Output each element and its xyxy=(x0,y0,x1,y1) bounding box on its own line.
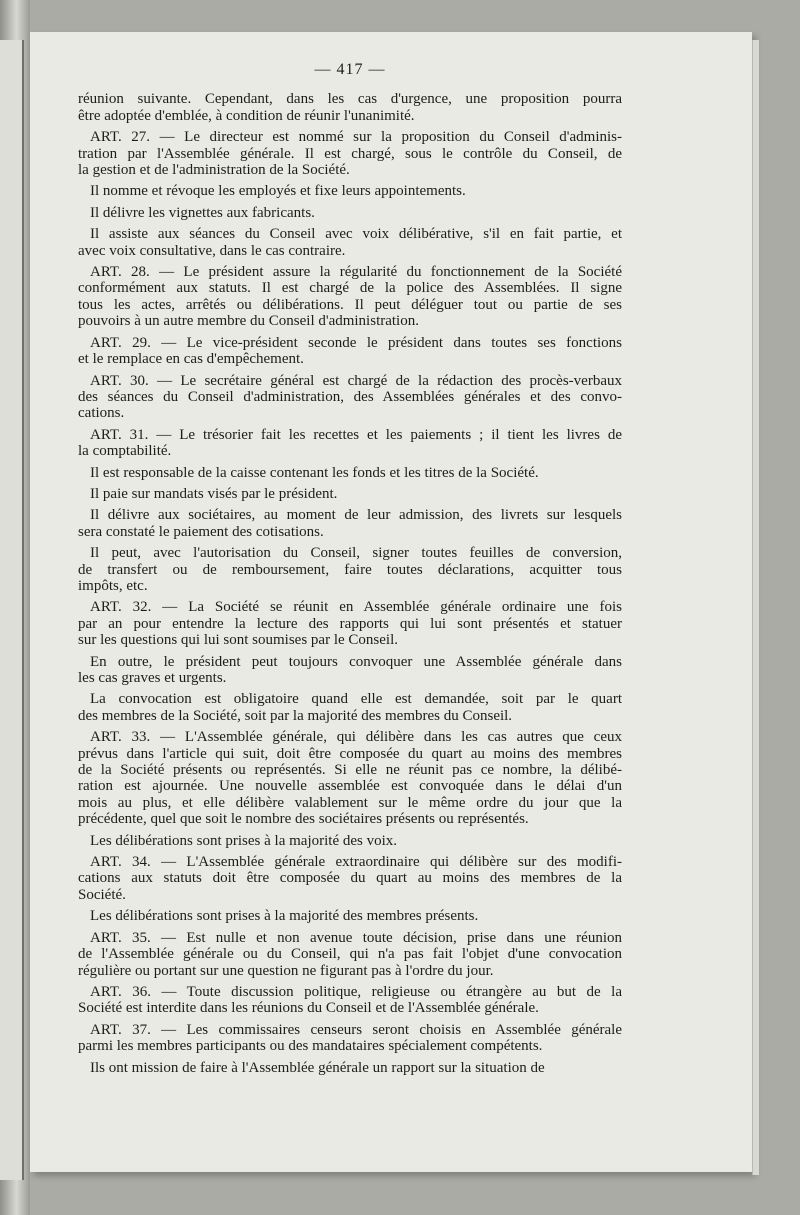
text-line: prévus dans l'article qui suit, doit être composée du quart au moins des membres xyxy=(78,745,622,762)
text-line: Il paie sur mandats visés par le président. xyxy=(90,485,338,502)
paragraph-art-32 xyxy=(78,599,622,648)
text-line: Les délibérations sont prises à la majorité des membres présents. xyxy=(90,908,479,925)
text-line: précédente, quel que soit le nombre des sociétaires présents ou représentés. xyxy=(78,811,529,828)
text-line: ART. 32. — La Société se réunit en Assemblée générale ordinaire une fois xyxy=(90,599,622,616)
text-line: de transfert ou de remboursement, faire toutes déclarations, acquitter tous xyxy=(78,561,622,578)
text-line: Les délibérations sont prises à la majorité des voix. xyxy=(90,832,398,849)
text-line: avec voix consultative, dans le cas contraire. xyxy=(78,242,346,259)
text-line: Société est interdite dans les réunions du Conseil et de l'Assemblée générale. xyxy=(78,1000,539,1017)
text-line: réunion suivante. Cependant, dans les cas d'urgence, une proposition pourra xyxy=(78,91,622,108)
text-line: de la Société présents ou représentés. Si elle ne réunit pas ce nombre, la délibé- xyxy=(78,762,622,779)
text-line: ART. 30. — Le secrétaire général est chargé de la rédaction des procès-verbaux xyxy=(90,372,622,389)
text-line: parmi les membres participants ou des mandataires spécialement compétents. xyxy=(78,1038,543,1055)
text-line: Il assiste aux séances du Conseil avec voix délibérative, s'il en fait partie, et xyxy=(90,226,622,243)
paragraph-art-36 xyxy=(78,984,622,1017)
text-line: La convocation est obligatoire quand elle est demandée, soit par le quart xyxy=(90,691,622,708)
page-right-edge xyxy=(752,40,759,1175)
text-line: ration est ajournée. Une nouvelle assemblée est convoquée dans le délai d'un xyxy=(78,778,622,795)
paragraph-art-37 xyxy=(78,1022,622,1055)
text-line: ART. 28. — Le président assure la régularité du fonctionnement de la Société xyxy=(90,264,622,281)
text-line: les cas graves et urgents. xyxy=(78,670,227,686)
paragraph-art-31c xyxy=(78,486,622,502)
text-line: ART. 29. — Le vice-président seconde le président dans toutes ses fonctions xyxy=(90,334,622,351)
text-line: conformément aux statuts. Il est chargé de la police des Assemblées. Il signe xyxy=(78,280,622,297)
text-line: mois au plus, et elle délibère valablement sur le même ordre du jour que la xyxy=(78,794,622,811)
left-page-edge xyxy=(0,40,24,1180)
text-line: Société. xyxy=(78,886,126,903)
text-line: tration par l'Assemblée générale. Il est chargé, sous le contrôle du Conseil, de xyxy=(78,145,622,162)
text-line: des membres de la Société, soit par la majorité des membres du Conseil. xyxy=(78,707,513,724)
text-line: Ils ont mission de faire à l'Assemblée générale un rapport sur la situation de xyxy=(90,1059,545,1076)
page-content xyxy=(78,62,622,1081)
text-line: la comptabilité. xyxy=(78,443,172,460)
paragraph-art-35 xyxy=(78,930,622,979)
paragraph-art-31e xyxy=(78,545,622,594)
text-line: tous les actes, arrêtés ou délibérations. Il peut déléguer tout ou partie de ses xyxy=(78,296,622,313)
page-number: — 417 — xyxy=(314,61,386,78)
paragraph-art-30 xyxy=(78,373,622,422)
text-line: de l'Assemblée générale ou du Conseil, qui n'a pas fait l'objet d'une convocation xyxy=(78,946,622,963)
paragraph-art-32b xyxy=(78,654,622,687)
text-line: Il nomme et révoque les employés et fixe leurs appointements. xyxy=(90,183,466,200)
paragraph-art-31b xyxy=(78,465,622,481)
text-line: des séances du Conseil d'administration, des Assemblées générales et des convo- xyxy=(78,388,622,405)
text-line: et le remplace en cas d'empêchement. xyxy=(78,351,304,368)
text-line: Il délivre aux sociétaires, au moment de leur admission, des livrets sur lesquels xyxy=(90,507,622,524)
paragraph-art-33 xyxy=(78,729,622,827)
text-line: ART. 31. — Le trésorier fait les recettes et les paiements ; il tient les livres de xyxy=(90,426,622,443)
text-line: cations. xyxy=(78,405,125,422)
text-line: sera constaté le paiement des cotisations. xyxy=(78,523,324,540)
text-line: ART. 35. — Est nulle et non avenue toute décision, prise dans une réunion xyxy=(90,929,622,946)
paragraph-art-27b xyxy=(78,183,622,199)
text-line: Il est responsable de la caisse contenant les fonds et les titres de la Société. xyxy=(90,464,539,481)
text-line: la gestion et de l'administration de la Société. xyxy=(78,162,350,179)
text-line: sur les questions qui lui sont soumises par le Conseil. xyxy=(78,632,398,649)
paragraph-art-27c xyxy=(78,205,622,221)
paragraph-art-33b xyxy=(78,833,622,849)
text-line: ART. 33. — L'Assemblée générale, qui délibère dans les cas autres que ceux xyxy=(90,729,622,746)
paragraph-art-28 xyxy=(78,264,622,330)
paragraph-list xyxy=(78,91,622,1076)
text-line: par an pour entendre la lecture des rapports qui lui sont présentés et statuer xyxy=(78,615,622,632)
paragraph-p-intro xyxy=(78,91,622,124)
text-line: ART. 37. — Les commissaires censeurs seront choisis en Assemblée générale xyxy=(90,1021,622,1038)
paragraph-art-31d xyxy=(78,507,622,540)
text-line: ART. 27. — Le directeur est nommé sur la proposition du Conseil d'adminis- xyxy=(90,129,622,146)
text-line: En outre, le président peut toujours convoquer une Assemblée générale dans xyxy=(90,653,622,670)
text-line: Il délivre les vignettes aux fabricants. xyxy=(90,204,315,221)
text-line: cations aux statuts doit être composée du quart au moins des membres de la xyxy=(78,870,622,887)
text-line: régulière ou portant sur une question ne figurant pas à l'ordre du jour. xyxy=(78,962,494,979)
paragraph-art-37b xyxy=(78,1060,622,1076)
paragraph-art-27 xyxy=(78,129,622,178)
text-line: être adoptée d'emblée, à condition de réunir l'unanimité. xyxy=(78,107,415,124)
paragraph-art-32c xyxy=(78,691,622,724)
text-line: impôts, etc. xyxy=(78,577,148,594)
text-line: ART. 36. — Toute discussion politique, religieuse ou étrangère au but de la xyxy=(90,983,622,1000)
text-line: Il peut, avec l'autorisation du Conseil, signer toutes feuilles de conversion, xyxy=(90,545,622,562)
paragraph-art-31 xyxy=(78,427,622,460)
text-line: pouvoirs à un autre membre du Conseil d'administration. xyxy=(78,313,419,330)
paragraph-art-27d xyxy=(78,226,622,259)
text-line: ART. 34. — L'Assemblée générale extraordinaire qui délibère sur des modifi- xyxy=(90,854,622,871)
paragraph-art-34 xyxy=(78,854,622,903)
paragraph-art-34b xyxy=(78,908,622,924)
paragraph-art-29 xyxy=(78,335,622,368)
